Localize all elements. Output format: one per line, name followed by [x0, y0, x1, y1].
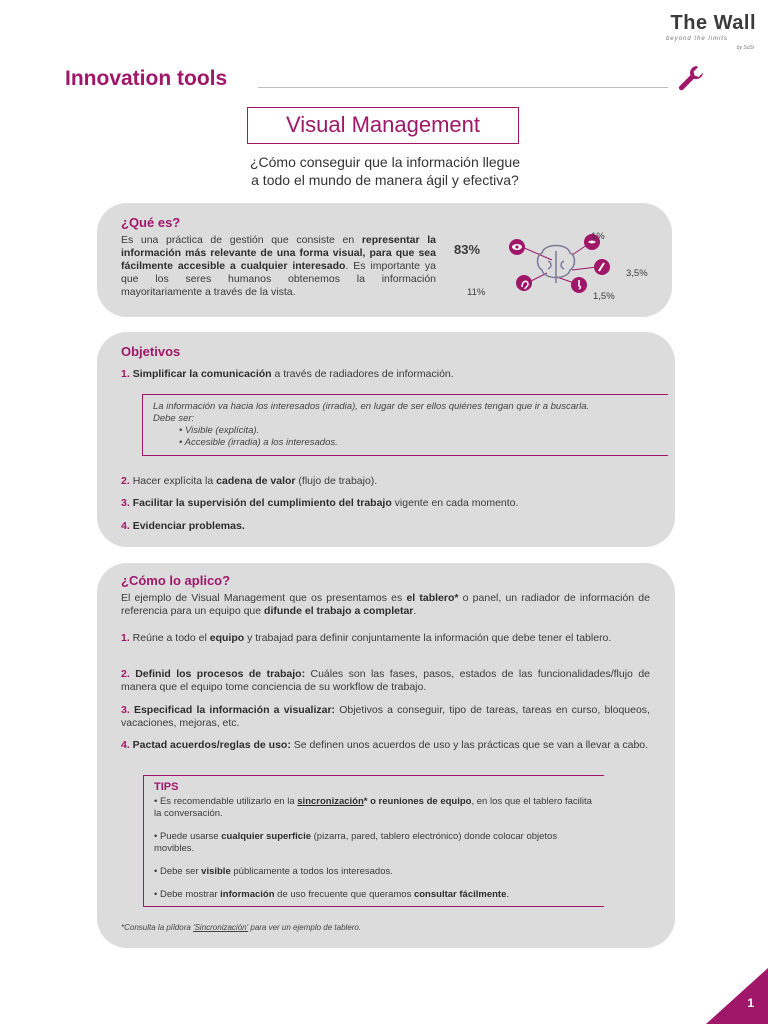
que-es-card: [97, 203, 672, 317]
como-intro: El ejemplo de Visual Management que os presentamos es el tablero* o panel, un radiador de información de referencia para un equipo que difunde el trabajo a completar.: [121, 592, 650, 617]
como-card: [97, 563, 675, 948]
objetivos-quote: La información va hacia los interesados (irradia), en lugar de ser ellos quiénes tengan que ir a buscarla. Debe ser: • Visible (explícita). • Accesible (irradia) a los interesados.: [142, 394, 668, 456]
page-corner: [706, 968, 768, 1024]
como-step-1: 1. Reúne a todo el equipo y trabajad para definir conjuntamente la información que debe tener el tablero.: [121, 632, 612, 644]
brand-logo-text: The Wall: [670, 12, 756, 34]
touch-percent: 3,5%: [626, 268, 648, 279]
wrench-icon: [675, 62, 707, 94]
smell-percent: 1,5%: [593, 291, 615, 302]
tip-2: • Puede usarse cualquier superficie (pizarra, pared, tablero electrónico) donde colocar objetos movibles.: [154, 831, 558, 854]
tip-1: • Es recomendable utilizarlo en la sincronización* o reuniones de equipo, en los que el tablero facilita la conversación.: [154, 796, 592, 819]
tips-box: [143, 775, 604, 907]
brand-by: by SuSi: [736, 45, 754, 51]
section-title: Innovation tools: [65, 67, 228, 90]
objetivos-title: Objetivos: [121, 344, 181, 359]
doc-title: Visual Management: [247, 107, 519, 144]
senses-diagram: [492, 225, 667, 305]
hearing-percent: 11%: [467, 287, 486, 298]
objetivo-1: 1. Simplificar la comunicación a través de radiadores de información.: [121, 368, 454, 380]
como-step-3: 3. Especificad la información a visualizar: Objetivos a conseguir, tipo de tareas, tareas en curso, bloqueos, vacaciones, mejoras, etc.: [121, 704, 650, 729]
footnote: *Consulta la píldora 'Sincronización' para ver un ejemplo de tablero.: [121, 923, 362, 932]
como-title: ¿Cómo lo aplico?: [121, 573, 231, 588]
objetivo-3: 3. Facilitar la supervisión del cumplimiento del trabajo vigente en cada momento.: [121, 497, 519, 509]
como-step-2: 2. Definid los procesos de trabajo: Cuáles son las fases, pasos, estados de las funcionalidades/flujo de manera que el equipo tome conciencia de su workflow de trabajo.: [121, 668, 650, 693]
como-step-4: 4. Pactad acuerdos/reglas de uso: Se definen unos acuerdos de uso y las prácticas que se van a llevar a cabo.: [121, 739, 649, 751]
que-es-text: Es una práctica de gestión que consiste en representar la información más relevante de una forma visual, para que sea fácilmente accesible a cualquier interesado. Es importante ya que los seres humanos obtenemos la información mayoritariamente a través de la vista.: [121, 234, 436, 298]
brain-icon: [538, 246, 575, 284]
objetivo-2: 2. Hacer explícita la cadena de valor (flujo de trabajo).: [121, 475, 378, 487]
tip-3: • Debe ser visible públicamente a todos los interesados.: [154, 866, 393, 877]
que-es-title: ¿Qué es?: [121, 215, 181, 230]
sight-percent: 83%: [454, 242, 481, 257]
objetivo-4: 4. Evidenciar problemas.: [121, 520, 245, 532]
brand-tagline: beyond the limits: [665, 36, 728, 42]
taste-percent: 1%: [591, 231, 605, 242]
page-number: 1: [747, 996, 754, 1010]
tips-title: TIPS: [154, 781, 179, 793]
title-rule: [258, 87, 668, 88]
lead-question: ¿Cómo conseguir que la información llegue a todo el mundo de manera ágil y efectiva?: [249, 154, 521, 188]
objetivos-card: [97, 332, 675, 547]
tip-4: • Debe mostrar información de uso frecuente que queramos consultar fácilmente.: [154, 889, 509, 900]
